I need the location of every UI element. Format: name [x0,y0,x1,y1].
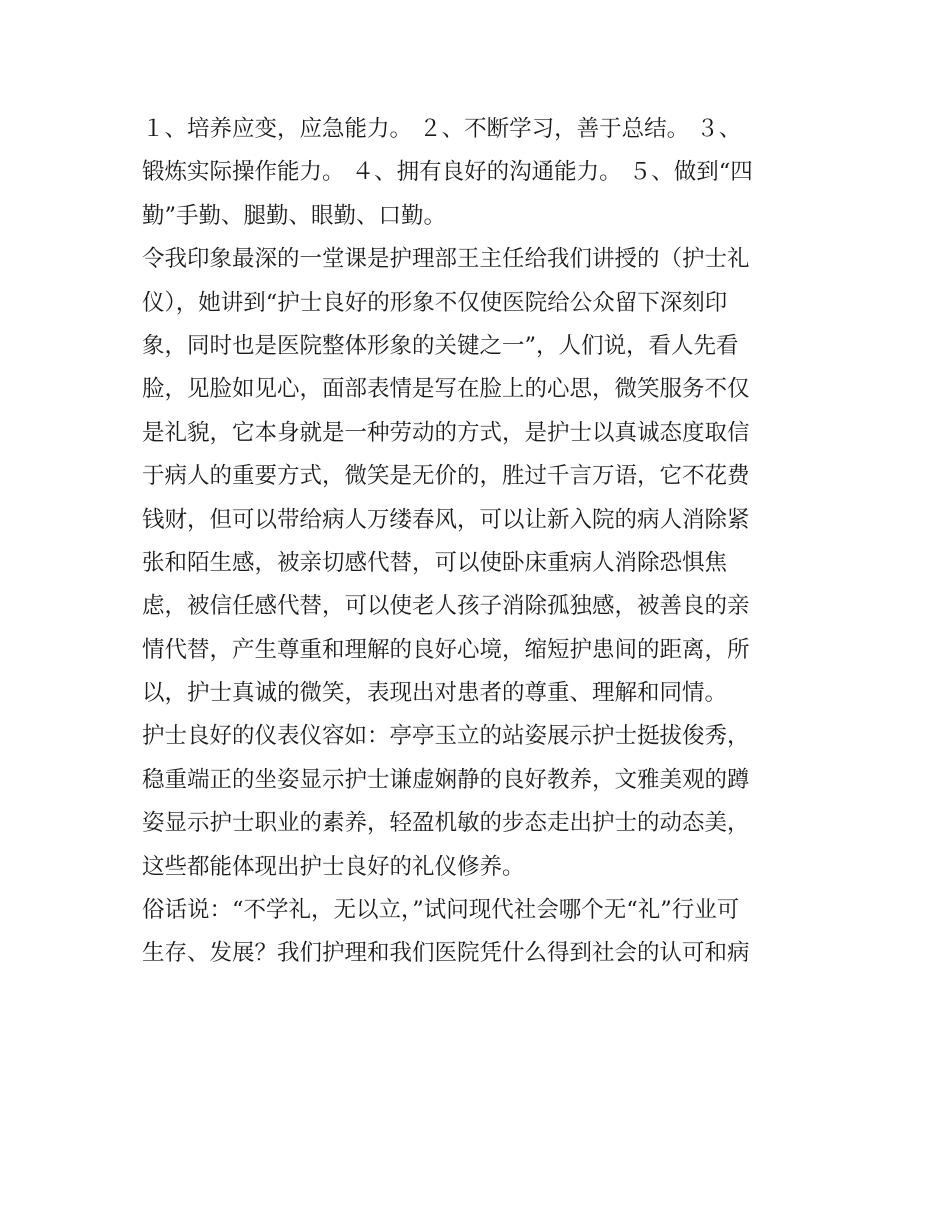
text-line: 稳重端正的坐姿显示护士谦虚娴静的良好教养，文雅美观的蹲 [142,766,750,793]
text-line: 令我印象最深的一堂课是护理部王主任给我们讲授的（护士礼 [142,246,750,273]
document-body [142,108,814,976]
text-line: 仪），她讲到“护士良好的形象不仅使医院给公众留下深刻印 [142,289,728,316]
text-line: 这些都能体现出护士良好的礼仪修养。 [142,853,525,880]
text-line: 勤”手勤、腿勤、眼勤、口勤。 [142,202,447,229]
text-line: 俗话说：“不学礼，无以立，”试问现代社会哪个无“礼”行业可 [142,897,740,924]
text-line: 钱财，但可以带给病人万缕春风，可以让新入院的病人消除紧 [142,506,750,533]
text-line: 象，同时也是医院整体形象的关键之一”，人们说，看人先看 [142,332,739,359]
text-line: 生存、发展？我们护理和我们医院凭什么得到社会的认可和病 [142,940,750,967]
text-line: １、培养应变，应急能力。 ２、不断学习，善于总结。 ３、 [142,116,742,142]
text-line: 姿显示护士职业的素养，轻盈机敏的步态走出护士的动态美， [142,810,750,837]
text-line: 脸，见脸如见心，面部表情是写在脸上的心思，微笑服务不仅 [142,376,750,403]
text-line: 护士良好的仪表仪容如：亭亭玉立的站姿展示护士挺拔俊秀， [142,723,750,750]
text-line: 虑，被信任感代替，可以使老人孩子消除孤独感，被善良的亲 [142,593,750,620]
text-line: 情代替，产生尊重和理解的良好心境，缩短护患间的距离，所 [142,636,750,663]
text-line: 于病人的重要方式，微笑是无价的，胜过千言万语，它不花费 [142,463,750,490]
text-line: 以，护士真诚的微笑，表现出对患者的尊重、理解和同情。 [142,680,728,707]
text-line: 张和陌生感，被亲切感代替，可以使卧床重病人消除恐惧焦 [142,549,728,576]
text-line: 锻炼实际操作能力。 ４、拥有良好的沟通能力。 ５、做到“四 [142,159,753,186]
text-line: 是礼貌，它本身就是一种劳动的方式，是护士以真诚态度取信 [142,419,750,446]
